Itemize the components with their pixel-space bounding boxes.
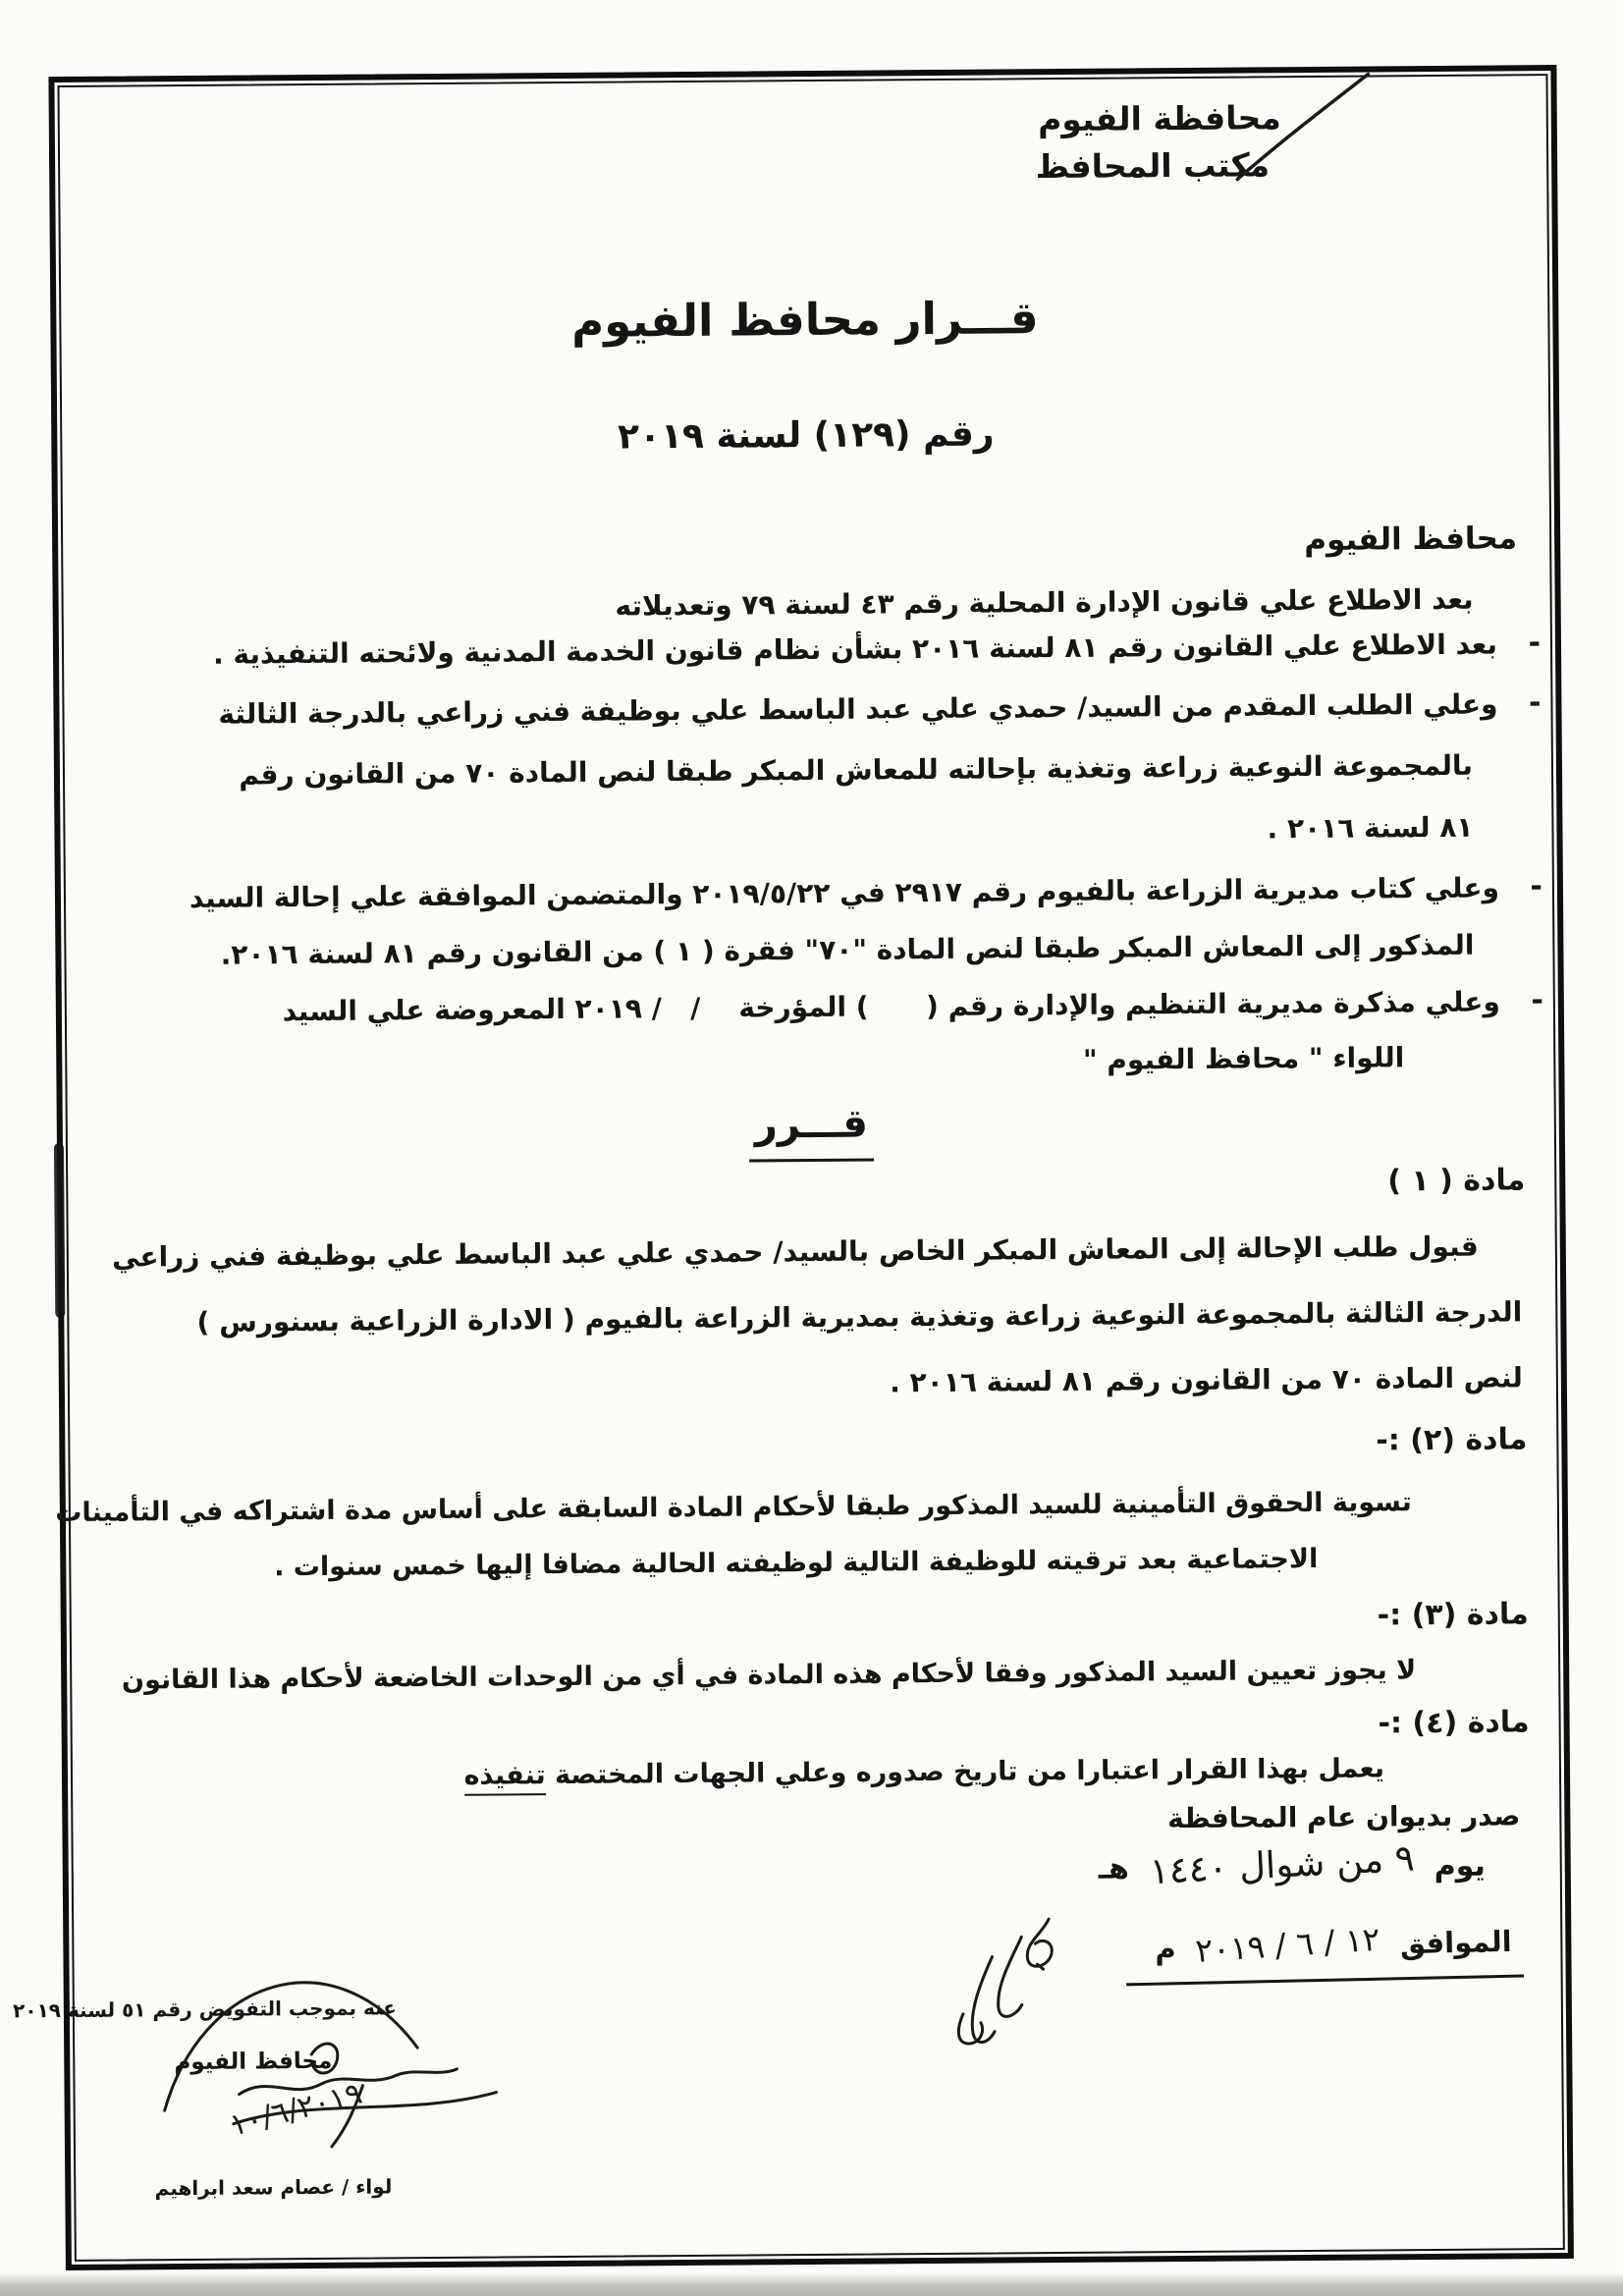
preamble-clause-1: بعد الاطلاع علي قانون الإدارة المحلية رقم ٤٣ لسنة ٧٩ وتعديلاته <box>615 582 1474 623</box>
preamble-clause-2: بعد الاطلاع علي القانون رقم ٨١ لسنة ٢٠١٦ بشأن نظام قانون الخدمة المدنية ولائحته التنفيذية . <box>212 628 1498 671</box>
signer-name: لواء / عصام سعد ابراهيم <box>154 2174 393 2201</box>
hijri-suffix: هـ <box>1098 1851 1130 1886</box>
preamble-clause-4-line-1: وعلي كتاب مديرية الزراعة بالفيوم رقم ٢٩١٧ في ٢٠١٩/٥/٢٢ والمتضمن الموافقة علي إحالة السيد <box>189 871 1500 914</box>
gregorian-handwritten-date: ١٢ ‏/ ‏٦ ‏/ ‏٢٠١٩ <box>1194 1919 1381 1970</box>
article-2-label: مادة (٢) :- <box>1376 1422 1528 1458</box>
preamble-clause-4-line-2: المذكور إلى المعاش المبكر طبقا لنص المادة "٧٠" فقرة ( ١ ) من القانون رقم ٨١ لسنة ٢٠١٦. <box>220 928 1475 971</box>
scan-edge-shadow <box>0 2272 1623 2296</box>
scan-ink-smudge <box>54 1143 65 1318</box>
letterhead-office: مكتب المحافظ <box>1035 145 1271 187</box>
hijri-date-line <box>1098 1836 1486 1893</box>
decision-word-wrapper <box>0 1092 1623 1169</box>
hijri-prefix: يوم <box>1434 1848 1486 1885</box>
article-3-label: مادة (٣) :- <box>1377 1597 1529 1633</box>
preamble-clause-3-line-2: بالمجموعة النوعية زراعة وتغذية بإحالته للمعاش المبكر طبقا لنص المادة ٧٠ من القانون رقم <box>239 748 1474 792</box>
article-4-body <box>463 1751 1384 1794</box>
article-2-line-1: تسوية الحقوق التأمينية للسيد المذكور طبقا لأحكام المادة السابقة على أساس مدة اشتراكه في التأمينات <box>55 1487 1412 1529</box>
dash-bullet: - <box>1531 983 1543 1018</box>
article-1-line-3: لنص المادة ٧٠ من القانون رقم ٨١ لسنة ٢٠١٦ . <box>890 1361 1523 1399</box>
article-4-label: مادة (٤) :- <box>1378 1705 1530 1741</box>
dash-bullet: - <box>1530 869 1543 904</box>
gregorian-date-line <box>1125 1919 1525 1986</box>
letterhead-organization: محافظة الفيوم <box>1037 98 1281 139</box>
dash-bullet: - <box>1528 685 1542 721</box>
article-3-line-1: لا يجوز تعيين السيد المذكور وفقا لأحكام هذه المادة في أي من الوحدات الخاضعة لأحكام هذا القانون <box>121 1655 1417 1696</box>
hijri-handwritten-date: ٩ من شوال ١٤٤٠ <box>1148 1836 1416 1893</box>
article-2-line-2: الاجتماعية بعد ترقيته للوظيفة التالية لوظيفته الحالية مضافا إليها خمس سنوات . <box>274 1543 1319 1583</box>
dash-bullet: - <box>1528 626 1542 661</box>
preamble-clause-3-line-1: وعلي الطلب المقدم من السيد/ حمدي علي عبد الباسط علي بوظيفة فني زراعي بالدرجة الثالثة <box>218 687 1498 731</box>
decision-word: قـــرر <box>749 1098 875 1163</box>
signer-title: محافظ الفيوم <box>174 2048 333 2076</box>
preamble-clause-5-line-1: وعلي مذكرة مديرية التنظيم والإدارة رقم ( ) المؤرخة / / ٢٠١٩ المعروضة علي السيد <box>282 985 1500 1028</box>
article-1-line-1: قبول طلب الإحالة إلى المعاش المبكر الخاص بالسيد/ حمدي علي عبد الباسط علي بوظيفة فني زراعي <box>111 1230 1479 1274</box>
article-1-line-2: الدرجة الثالثة بالمجموعة النوعية زراعة وتغذية بمديرية الزراعة بالفيوم ( الادارة الزراعية بسنورس ) <box>196 1295 1523 1339</box>
gregorian-prefix: الموافق <box>1399 1924 1512 1961</box>
decree-title: قـــرار محافظ الفيوم <box>570 292 1039 348</box>
preamble-clause-3-line-3: ٨١ لسنة ٢٠١٦ . <box>1267 810 1474 846</box>
delegation-line: عنه بموجب التفويض رقم ٥١ لسنة ٢٠١٩ <box>13 1995 397 2023</box>
article-4-underlined-word: تنفيذه <box>463 1760 545 1796</box>
gregorian-suffix: م <box>1154 1932 1176 1966</box>
preamble-clause-5-line-2: اللواء " محافظ الفيوم " <box>1082 1041 1405 1076</box>
issuer-heading: محافظ الفيوم <box>1304 520 1518 559</box>
article-4-body-text: يعمل بهذا القرار اعتبارا من تاريخ صدوره وعلي الجهات المختصة <box>545 1753 1385 1791</box>
decree-number-line: رقم (١٢٩) لسنة ٢٠١٩ <box>617 413 995 458</box>
handwritten-signature-date: ١٠/٦/٢٠١٩ <box>226 2075 366 2144</box>
issued-at-line: صدر بديوان عام المحافظة <box>1167 1799 1521 1835</box>
article-1-label: مادة ( ١ ) <box>1387 1163 1526 1199</box>
